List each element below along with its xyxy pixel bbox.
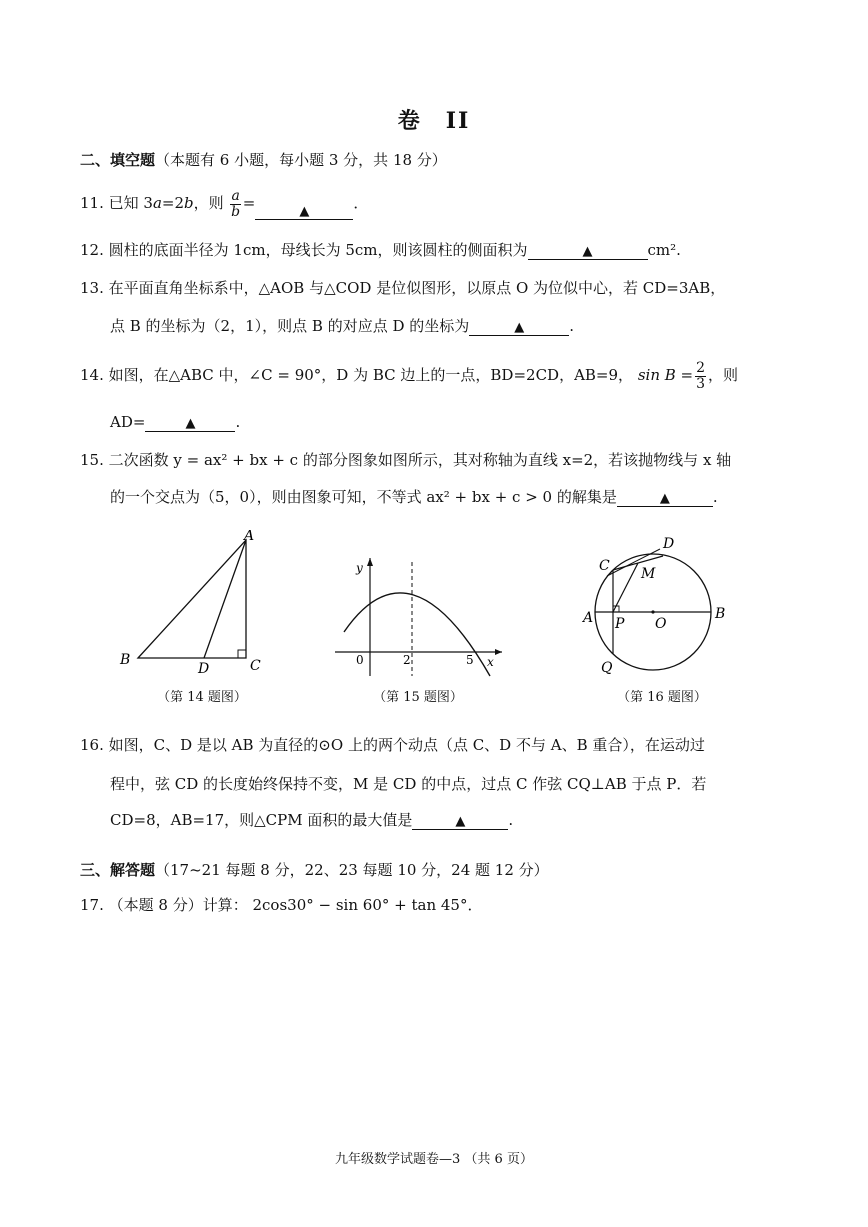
question-17: 17. （本题 8 分）计算： 2cos30° − sin 60° + tan 45°． bbox=[80, 896, 483, 914]
section-note: （17~21 每题 8 分，22、23 每题 10 分，24 题 12 分） bbox=[155, 861, 549, 879]
label-C: C bbox=[599, 558, 610, 574]
question-14-line-1: 14. 如图，在△ABC 中，∠C = 90°，D 为 BC 边上的一点，BD=2CD，AB=9， sin B = $\frac{2}{3}$ ，则 bbox=[80, 359, 739, 392]
label-A: A bbox=[583, 610, 594, 626]
label-M: M bbox=[641, 566, 656, 582]
label-B: B bbox=[715, 606, 726, 622]
section-answer-header bbox=[80, 860, 549, 880]
label-P: P bbox=[615, 616, 625, 632]
label-Q: Q bbox=[601, 660, 613, 676]
figure-15-caption: （第 15 题图） bbox=[373, 690, 463, 705]
axis-label-x: x bbox=[487, 655, 494, 669]
fraction-two-thirds: $\frac{2}{3}$ bbox=[696, 359, 706, 392]
figure-14-caption: （第 14 题图） bbox=[157, 690, 247, 705]
figure-16-caption: （第 16 题图） bbox=[617, 690, 707, 705]
section-label: 三、解答题 bbox=[80, 861, 156, 879]
answer-blank-13[interactable]: ▲ bbox=[469, 317, 569, 336]
question-16-line-1: 16. 如图，C、D 是以 AB 为直径的⊙O 上的两个动点（点 C、D 不与 A、B 重合），在运动过 bbox=[80, 736, 705, 754]
question-13-line-1: 13. 在平面直角坐标系中，△AOB 与△COD 是位似图形，以原点 O 为位似中心，若 CD=3AB， bbox=[80, 279, 726, 297]
label-O: O bbox=[655, 616, 667, 632]
label-D: D bbox=[198, 661, 210, 677]
figure-15-parabola bbox=[330, 548, 510, 683]
answer-blank-12[interactable]: ▲ bbox=[528, 241, 648, 260]
question-14-line-2: AD= ▲ . bbox=[110, 413, 241, 431]
label-C: C bbox=[250, 658, 261, 674]
section-note: （本题有 6 小题，每小题 3 分，共 18 分） bbox=[155, 151, 447, 169]
label-D: D bbox=[663, 536, 675, 552]
origin-label: 0 bbox=[356, 653, 364, 667]
fraction-a-over-b: $\frac{a}{b}$ bbox=[231, 187, 241, 220]
tick-2-label: 2 bbox=[403, 653, 411, 667]
figure-16-circle bbox=[575, 532, 745, 682]
question-13-line-2: 点 B 的坐标为（2，1），则点 B 的对应点 D 的坐标为 ▲ . bbox=[110, 317, 575, 335]
label-B: B bbox=[120, 652, 131, 668]
question-16-line-3: CD=8，AB=17，则△CPM 面积的最大值是 ▲ . bbox=[110, 811, 514, 829]
question-15-line-1: 15. 二次函数 y = ax² + bx + c 的部分图象如图所示，其对称轴为直线 x=2，若该抛物线与 x 轴 bbox=[80, 451, 732, 469]
answer-blank-15[interactable]: ▲ bbox=[617, 488, 713, 507]
section-fill-blank-header bbox=[80, 150, 447, 170]
exam-part-title: 卷 II bbox=[397, 108, 471, 134]
question-15-line-2: 的一个交点为（5，0），则由图象可知，不等式 ax² + bx + c > 0 的解集是 ▲ . bbox=[110, 488, 718, 506]
label-A: A bbox=[244, 530, 255, 544]
question-12: 12. 圆柱的底面半径为 1cm，母线长为 5cm，则该圆柱的侧面积为 ▲ cm². bbox=[80, 241, 681, 259]
answer-blank-11[interactable]: ▲ bbox=[255, 201, 353, 220]
figure-14-triangle bbox=[110, 530, 280, 680]
page-footer: 九年级数学试题卷—3 （共 6 页） bbox=[335, 1152, 533, 1167]
question-16-line-2: 程中，弦 CD 的长度始终保持不变，M 是 CD 的中点，过点 C 作弦 CQ⊥AB 于点 P．若 bbox=[110, 775, 707, 793]
section-label: 二、填空题 bbox=[80, 151, 156, 169]
answer-blank-16[interactable]: ▲ bbox=[412, 811, 508, 830]
tick-5-label: 5 bbox=[466, 653, 474, 667]
axis-label-y: y bbox=[356, 561, 363, 575]
question-11: 11. 已知 3a=2b，则 $\frac{a}{b}$ = ▲ ． bbox=[80, 187, 369, 220]
answer-blank-14[interactable]: ▲ bbox=[145, 413, 235, 432]
